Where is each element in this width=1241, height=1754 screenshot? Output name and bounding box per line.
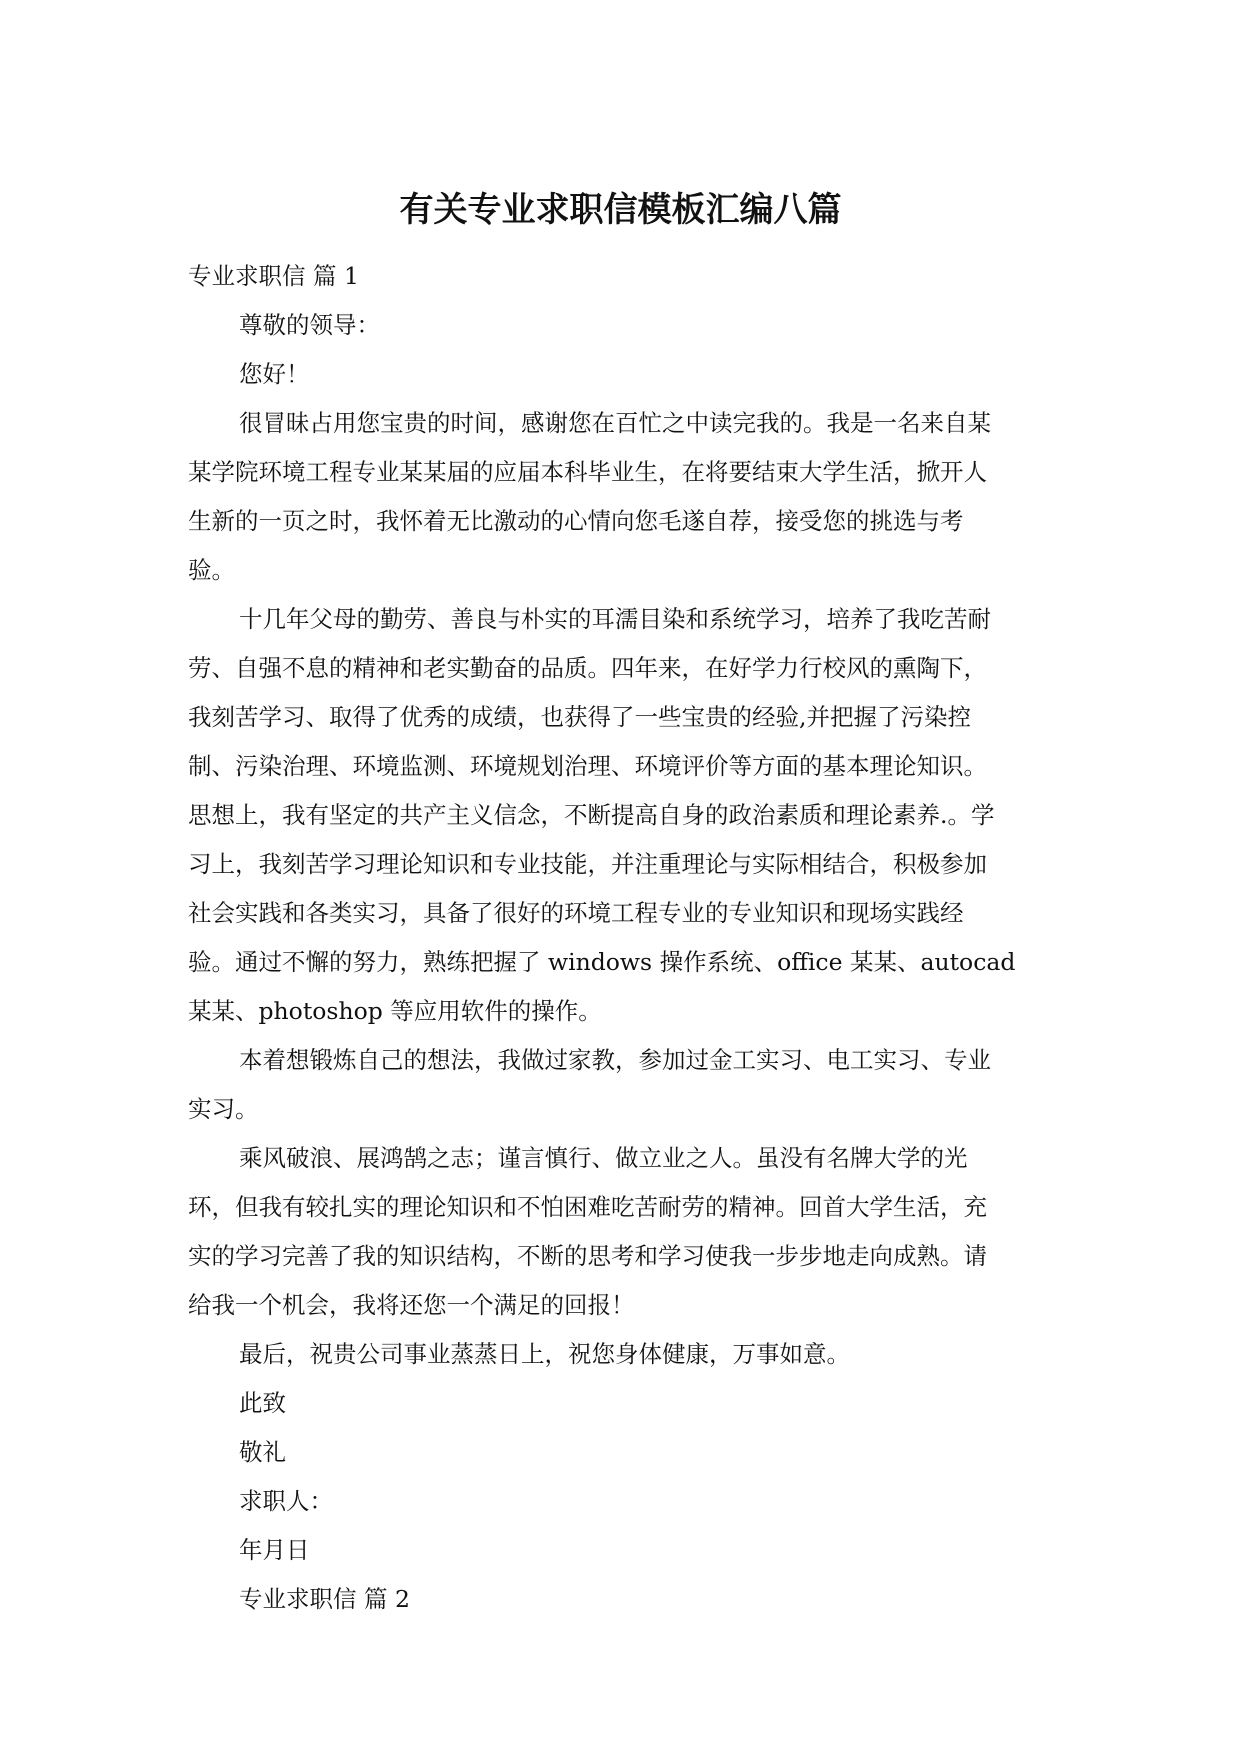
paragraph-line: 本着想锻炼自己的想法，我做过家教，参加过金工实习、电工实习、专业 <box>239 1046 991 1074</box>
salutation: 尊敬的领导： <box>239 311 380 339</box>
greeting: 您好！ <box>239 360 310 388</box>
paragraph-line: 环，但我有较扎实的理论知识和不怕困难吃苦耐劳的精神。回首大学生活，充 <box>188 1193 987 1221</box>
paragraph-line: 乘风破浪、展鸿鹄之志；谨言慎行、做立业之人。虽没有名牌大学的光 <box>239 1144 968 1172</box>
paragraph-line: 很冒昧占用您宝贵的时间，感谢您在百忙之中读完我的。我是一名来自某 <box>239 409 991 437</box>
closing-wishes: 最后，祝贵公司事业蒸蒸日上，祝您身体健康，万事如意。 <box>239 1340 850 1368</box>
paragraph-line: 社会实践和各类实习，具备了很好的环境工程专业的专业知识和现场实践经 <box>188 899 964 927</box>
paragraph-introduction <box>188 399 1058 595</box>
section-heading: 专业求职信 篇 1 <box>188 262 359 290</box>
section-heading: 专业求职信 篇 2 <box>239 1585 410 1613</box>
paragraph-line: 习上，我刻苦学习理论知识和专业技能，并注重理论与实际相结合，积极参加 <box>188 850 987 878</box>
paragraph-line: 给我一个机会，我将还您一个满足的回报！ <box>188 1291 635 1319</box>
paragraph-line: 我刻苦学习、取得了优秀的成绩，也获得了一些宝贵的经验,并把握了污染控 <box>188 703 971 731</box>
document-title: 有关专业求职信模板汇编八篇 <box>399 190 842 230</box>
paragraph-line: 某某、photoshop 等应用软件的操作。 <box>188 997 602 1025</box>
paragraph-line: 实的学习完善了我的知识结构，不断的思考和学习使我一步步地走向成熟。请 <box>188 1242 987 1270</box>
paragraph-line: 十几年父母的勤劳、善良与朴实的耳濡目染和系统学习，培养了我吃苦耐 <box>239 605 991 633</box>
closing-cizhi: 此致 <box>239 1389 286 1417</box>
applicant-signature: 求职人： <box>239 1487 333 1515</box>
paragraph-aspiration <box>188 1134 1058 1330</box>
paragraph-line: 思想上，我有坚定的共产主义信念，不断提高自身的政治素质和理论素养.。学 <box>188 801 995 829</box>
paragraph-line: 劳、自强不息的精神和老实勤奋的品质。四年来，在好学力行校风的熏陶下， <box>188 654 987 682</box>
paragraph-line: 某学院环境工程专业某某届的应届本科毕业生，在将要结束大学生活，掀开人 <box>188 458 987 486</box>
paragraph-experience <box>188 1036 1058 1134</box>
letter-date: 年月日 <box>239 1536 310 1564</box>
paragraph-line: 验。通过不懈的努力，熟练把握了 windows 操作系统、office 某某、autocad <box>188 948 1016 976</box>
paragraph-line: 生新的一页之时，我怀着无比激动的心情向您毛遂自荐，接受您的挑选与考 <box>188 507 964 535</box>
closing-jingli: 敬礼 <box>239 1438 286 1466</box>
paragraph-background <box>188 595 1058 1036</box>
paragraph-line: 实习。 <box>188 1095 259 1123</box>
paragraph-line: 验。 <box>188 556 235 584</box>
document-body <box>188 252 1058 1624</box>
paragraph-line: 制、污染治理、环境监测、环境规划治理、环境评价等方面的基本理论知识。 <box>188 752 987 780</box>
